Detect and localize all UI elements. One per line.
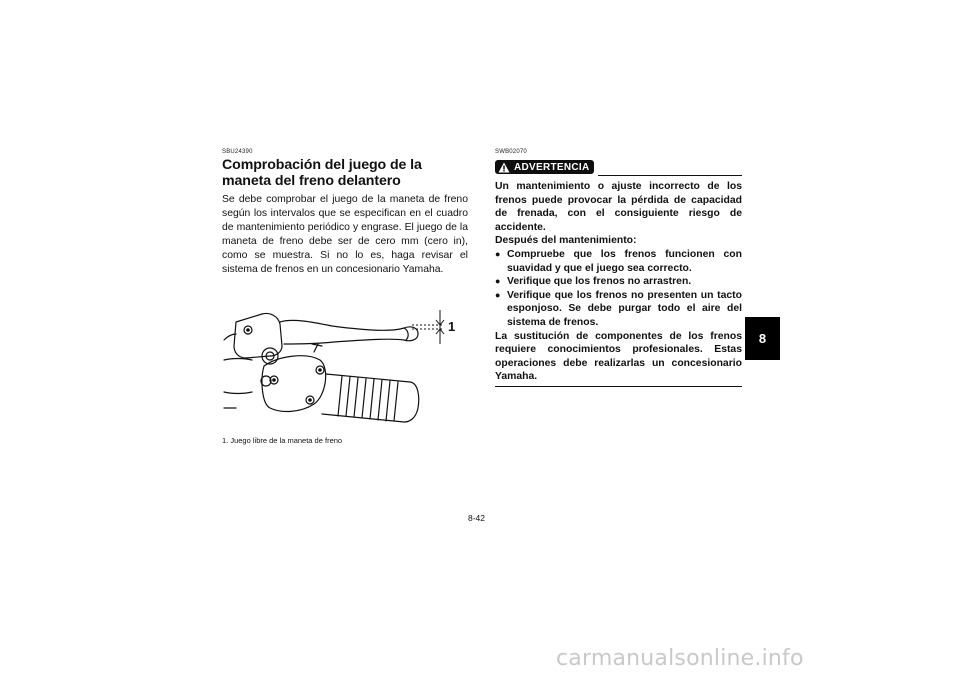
- warning-header: [495, 157, 742, 177]
- left-column: [222, 148, 468, 276]
- warning-list: [495, 248, 742, 330]
- warning-body: [495, 180, 742, 384]
- list-item: ● Compruebe que los frenos funcionen con suavidad y que el juego sea correcto.: [495, 248, 742, 274]
- chapter-tab: 8: [745, 317, 780, 360]
- warning-closing: La sustitución de componentes de los frenos requiere conocimientos profesionales. Estas operaciones debe realizarlas un concesionario Yamaha.: [495, 330, 742, 383]
- list-item: ● Verifique que los frenos no presenten un tacto esponjoso. Se debe purgar todo el aire del sistema de frenos.: [495, 289, 742, 328]
- warning-badge: [495, 160, 594, 174]
- warning-label: ADVERTENCIA: [514, 161, 590, 173]
- bullet-icon: ●: [495, 248, 501, 259]
- warning-end-rule: [495, 386, 742, 387]
- page-number: 8-42: [468, 513, 486, 523]
- figure-callout: 1: [448, 319, 456, 334]
- section-body: Se debe comprobar el juego de la maneta de freno según los intervalos que se especifican en el cuadro de mantenimiento periódico y engrase. El juego de la maneta de freno debe ser de cero mm (cero in), como se muestra. Si no lo es, haga revisar el sistema de frenos en un concesionario Yamaha.: [222, 194, 468, 275]
- list-item: ● Verifique que los frenos no arrastren.: [495, 276, 692, 288]
- bullet-icon: ●: [495, 276, 501, 287]
- after-maintenance-heading: Después del mantenimiento:: [495, 235, 637, 247]
- brake-lever-figure: [222, 300, 472, 430]
- warning-triangle-icon: [498, 162, 510, 173]
- watermark: carmanualsonline.info: [556, 646, 804, 671]
- warning-header-rule: [598, 175, 742, 176]
- bullet-icon: ●: [495, 289, 501, 300]
- section-code: SBU24390: [222, 149, 253, 155]
- section-title: Comprobación del juego de la maneta del freno delantero: [222, 157, 422, 189]
- warning-intro: Un mantenimiento o ajuste incorrecto de los frenos puede provocar la pérdida de capacidad de frenada, con el consiguiente riesgo de accidente.: [495, 181, 742, 233]
- figure-caption: 1. Juego libre de la maneta de freno: [222, 436, 343, 445]
- warning-code: SWB02070: [495, 149, 527, 155]
- right-column: [495, 148, 742, 387]
- brake-lever-illustration: [222, 300, 472, 430]
